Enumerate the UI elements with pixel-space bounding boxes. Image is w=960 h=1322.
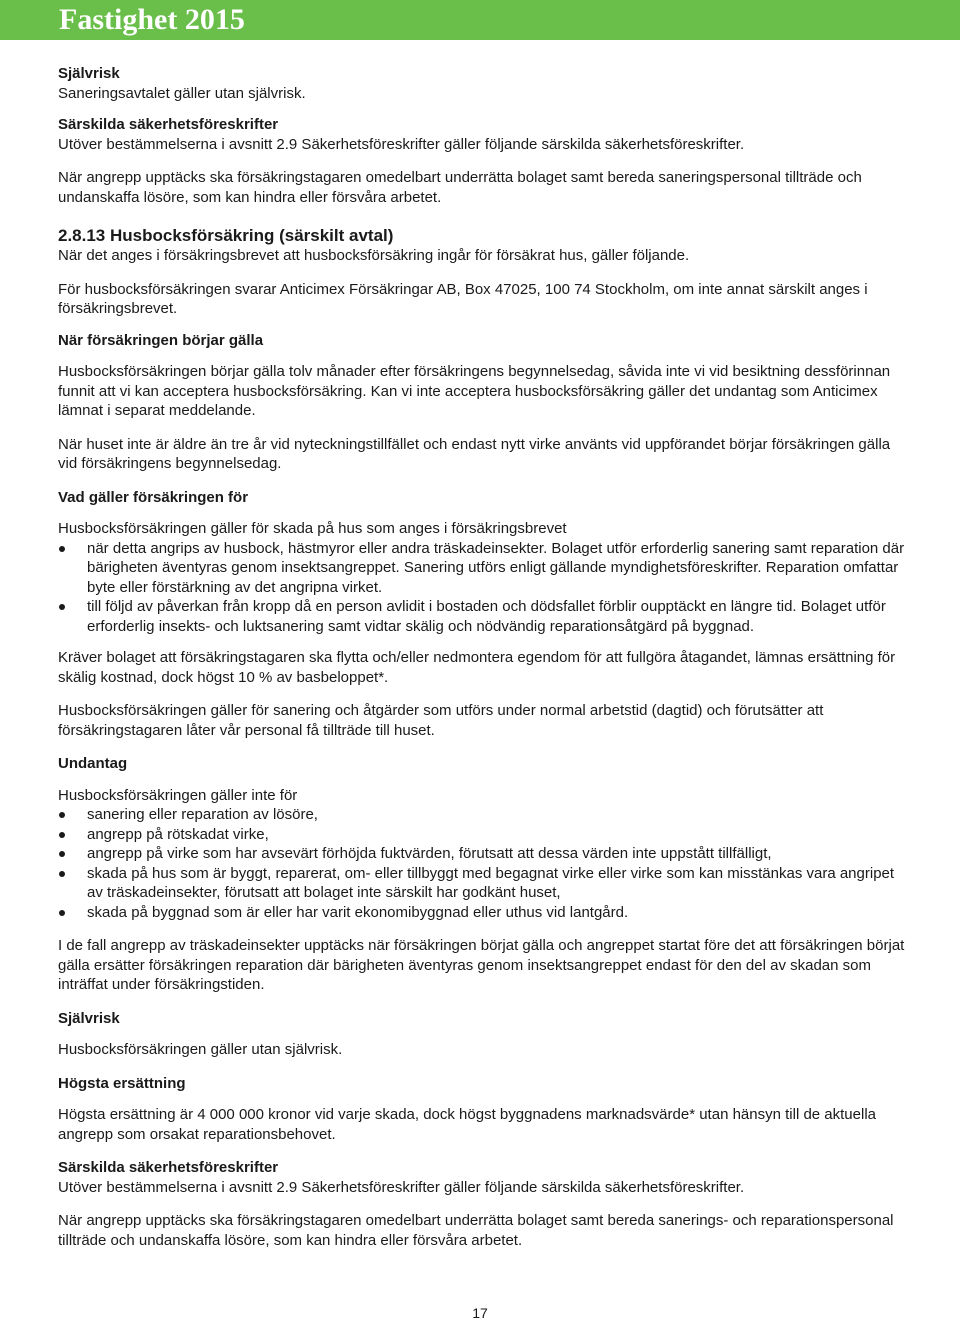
heading-sakerhetsforeskrifter: Särskilda säkerhetsföreskrifter — [58, 1159, 279, 1176]
paragraph: Högsta ersättning är 4 000 000 kronor vid varje skada, dock högst byggnadens marknadsvärde* utan hänsyn till de aktuella angrepp som orsakat reparationsbehovet. — [58, 1106, 876, 1143]
list-item: när detta angrips av husbock, hästmyror eller andra träskadeinsekter. Bolaget utför erforderlig sanering samt reparation där bärigheten äventyras genom insektsangreppet. Sanering utförs enligt gällande myndighetsföreskrifter. Reparation omfattar byte eller förstärkning av det angripna virket. — [58, 539, 908, 598]
paragraph: När det anges i försäkringsbrevet att husbocksförsäkring ingår för försäkrat hus, gäller följande. — [58, 247, 690, 264]
paragraph: Utöver bestämmelserna i avsnitt 2.9 Säkerhetsföreskrifter gäller följande särskilda säkerhetsföreskrifter. — [58, 135, 745, 153]
paragraph: När angrepp upptäcks ska försäkringstagaren omedelbart underrätta bolaget samt bereda saneringspersonal tillträde och undanskaffa lösöre, som kan hindra eller försvåra arbetet. — [58, 169, 862, 206]
paragraph: I de fall angrepp av träskadeinsekter upptäcks när försäkringen börjat gälla och angreppet startat före det att försäkringen börjat gälla ersätter försäkringen reparation där bärigheten äventyras genom insektsangreppet endast för den del av skadan som inträffat under försäkringstiden. — [58, 937, 905, 993]
paragraph: För husbocksförsäkringen svarar Anticimex Försäkringar AB, Box 47025, 100 74 Stockholm, om inte annat särskilt anges i försäkringsbrevet. — [58, 280, 868, 317]
paragraph: Utöver bestämmelserna i avsnitt 2.9 Säkerhetsföreskrifter gäller följande särskilda säkerhetsföreskrifter. — [58, 1178, 745, 1196]
section-title: 2.8.13 Husbocksförsäkring (särskilt avtal) — [58, 226, 394, 245]
bullet-list — [58, 805, 908, 922]
paragraph: Husbocksförsäkringen gäller för sanering och åtgärder som utförs under normal arbetstid (dagtid) och förutsätter att försäkringstagaren låter vår personal få tillträde till huset. — [58, 702, 824, 739]
header-bar — [0, 0, 960, 40]
bullet-list — [58, 539, 908, 637]
paragraph: När huset inte är äldre än tre år vid nyteckningstillfället och endast nytt virke använts vid uppförandet börjar försäkringen gälla vid försäkringens begynnelsedag. — [58, 435, 891, 472]
list-item: sanering eller reparation av lösöre, — [58, 805, 908, 825]
paragraph: Kräver bolaget att försäkringstagaren ska flytta och/eller nedmontera egendom för att fullgöra åtagandet, lämnas ersättning för skälig kostnad, dock högst 10 % av basbeloppet*. — [58, 649, 896, 686]
list-item: skada på byggnad som är eller har varit ekonomibyggnad eller uthus vid lantgård. — [58, 903, 908, 923]
list-item: till följd av påverkan från kropp då en person avlidit i bostaden och dödsfallet förblir oupptäckt en längre tid. Bolaget utför erforderlig insekts- och luktsanering samt vidtar skälig och nödvändig reparationsåtgärd på byggnad. — [58, 597, 908, 636]
paragraph: Husbocksförsäkringen gäller inte för — [58, 786, 298, 804]
heading-sjalvrisk: Självrisk — [58, 65, 120, 82]
heading-nar-forsakringen-borjar-galla: När försäkringen börjar gälla — [58, 331, 264, 349]
page-number: 17 — [472, 1305, 488, 1321]
heading-hogsta-ersattning: Högsta ersättning — [58, 1074, 186, 1092]
heading-sjalvrisk: Självrisk — [58, 1009, 120, 1027]
list-item: angrepp på rötskadat virke, — [58, 825, 908, 845]
heading-sakerhetsforeskrifter: Särskilda säkerhetsföreskrifter — [58, 116, 279, 133]
paragraph: Husbocksförsäkringen gäller utan självrisk. — [58, 1041, 343, 1058]
document-title: Fastighet 2015 — [59, 3, 245, 36]
list-item: angrepp på virke som har avsevärt förhöjda fuktvärden, förutsatt att dessa värden inte uppstått tillfälligt, — [58, 844, 908, 864]
heading-vad-galler-forsakringen-for: Vad gäller försäkringen för — [58, 488, 249, 506]
heading-undantag: Undantag — [58, 755, 128, 772]
page-content — [58, 64, 908, 1250]
list-item: skada på hus som är byggt, reparerat, om- eller tillbyggt med begagnat virke eller virke som kan misstänkas vara angripet av träskadeinsekter, förutsatt att bolaget inte särskilt har godkänt huset, — [58, 864, 908, 903]
paragraph: Husbocksförsäkringen börjar gälla tolv månader efter försäkringens begynnelsedag, såvida inte vi vid besiktning dessförinnan funnit att vi kan acceptera husbocksförsäkring. Kan vi inte acceptera husbocksförsäkring gäller det undantag som Anticimex lämnat i separat meddelande. — [58, 363, 891, 419]
paragraph: Saneringsavtalet gäller utan självrisk. — [58, 84, 306, 102]
paragraph: Husbocksförsäkringen gäller för skada på hus som anges i försäkringsbrevet — [58, 520, 567, 537]
paragraph: När angrepp upptäcks ska försäkringstagaren omedelbart underrätta bolaget samt bereda sanerings- och reparationspersonal tillträde och undanskaffa lösöre, som kan hindra eller försvåra arbetet. — [58, 1212, 894, 1249]
